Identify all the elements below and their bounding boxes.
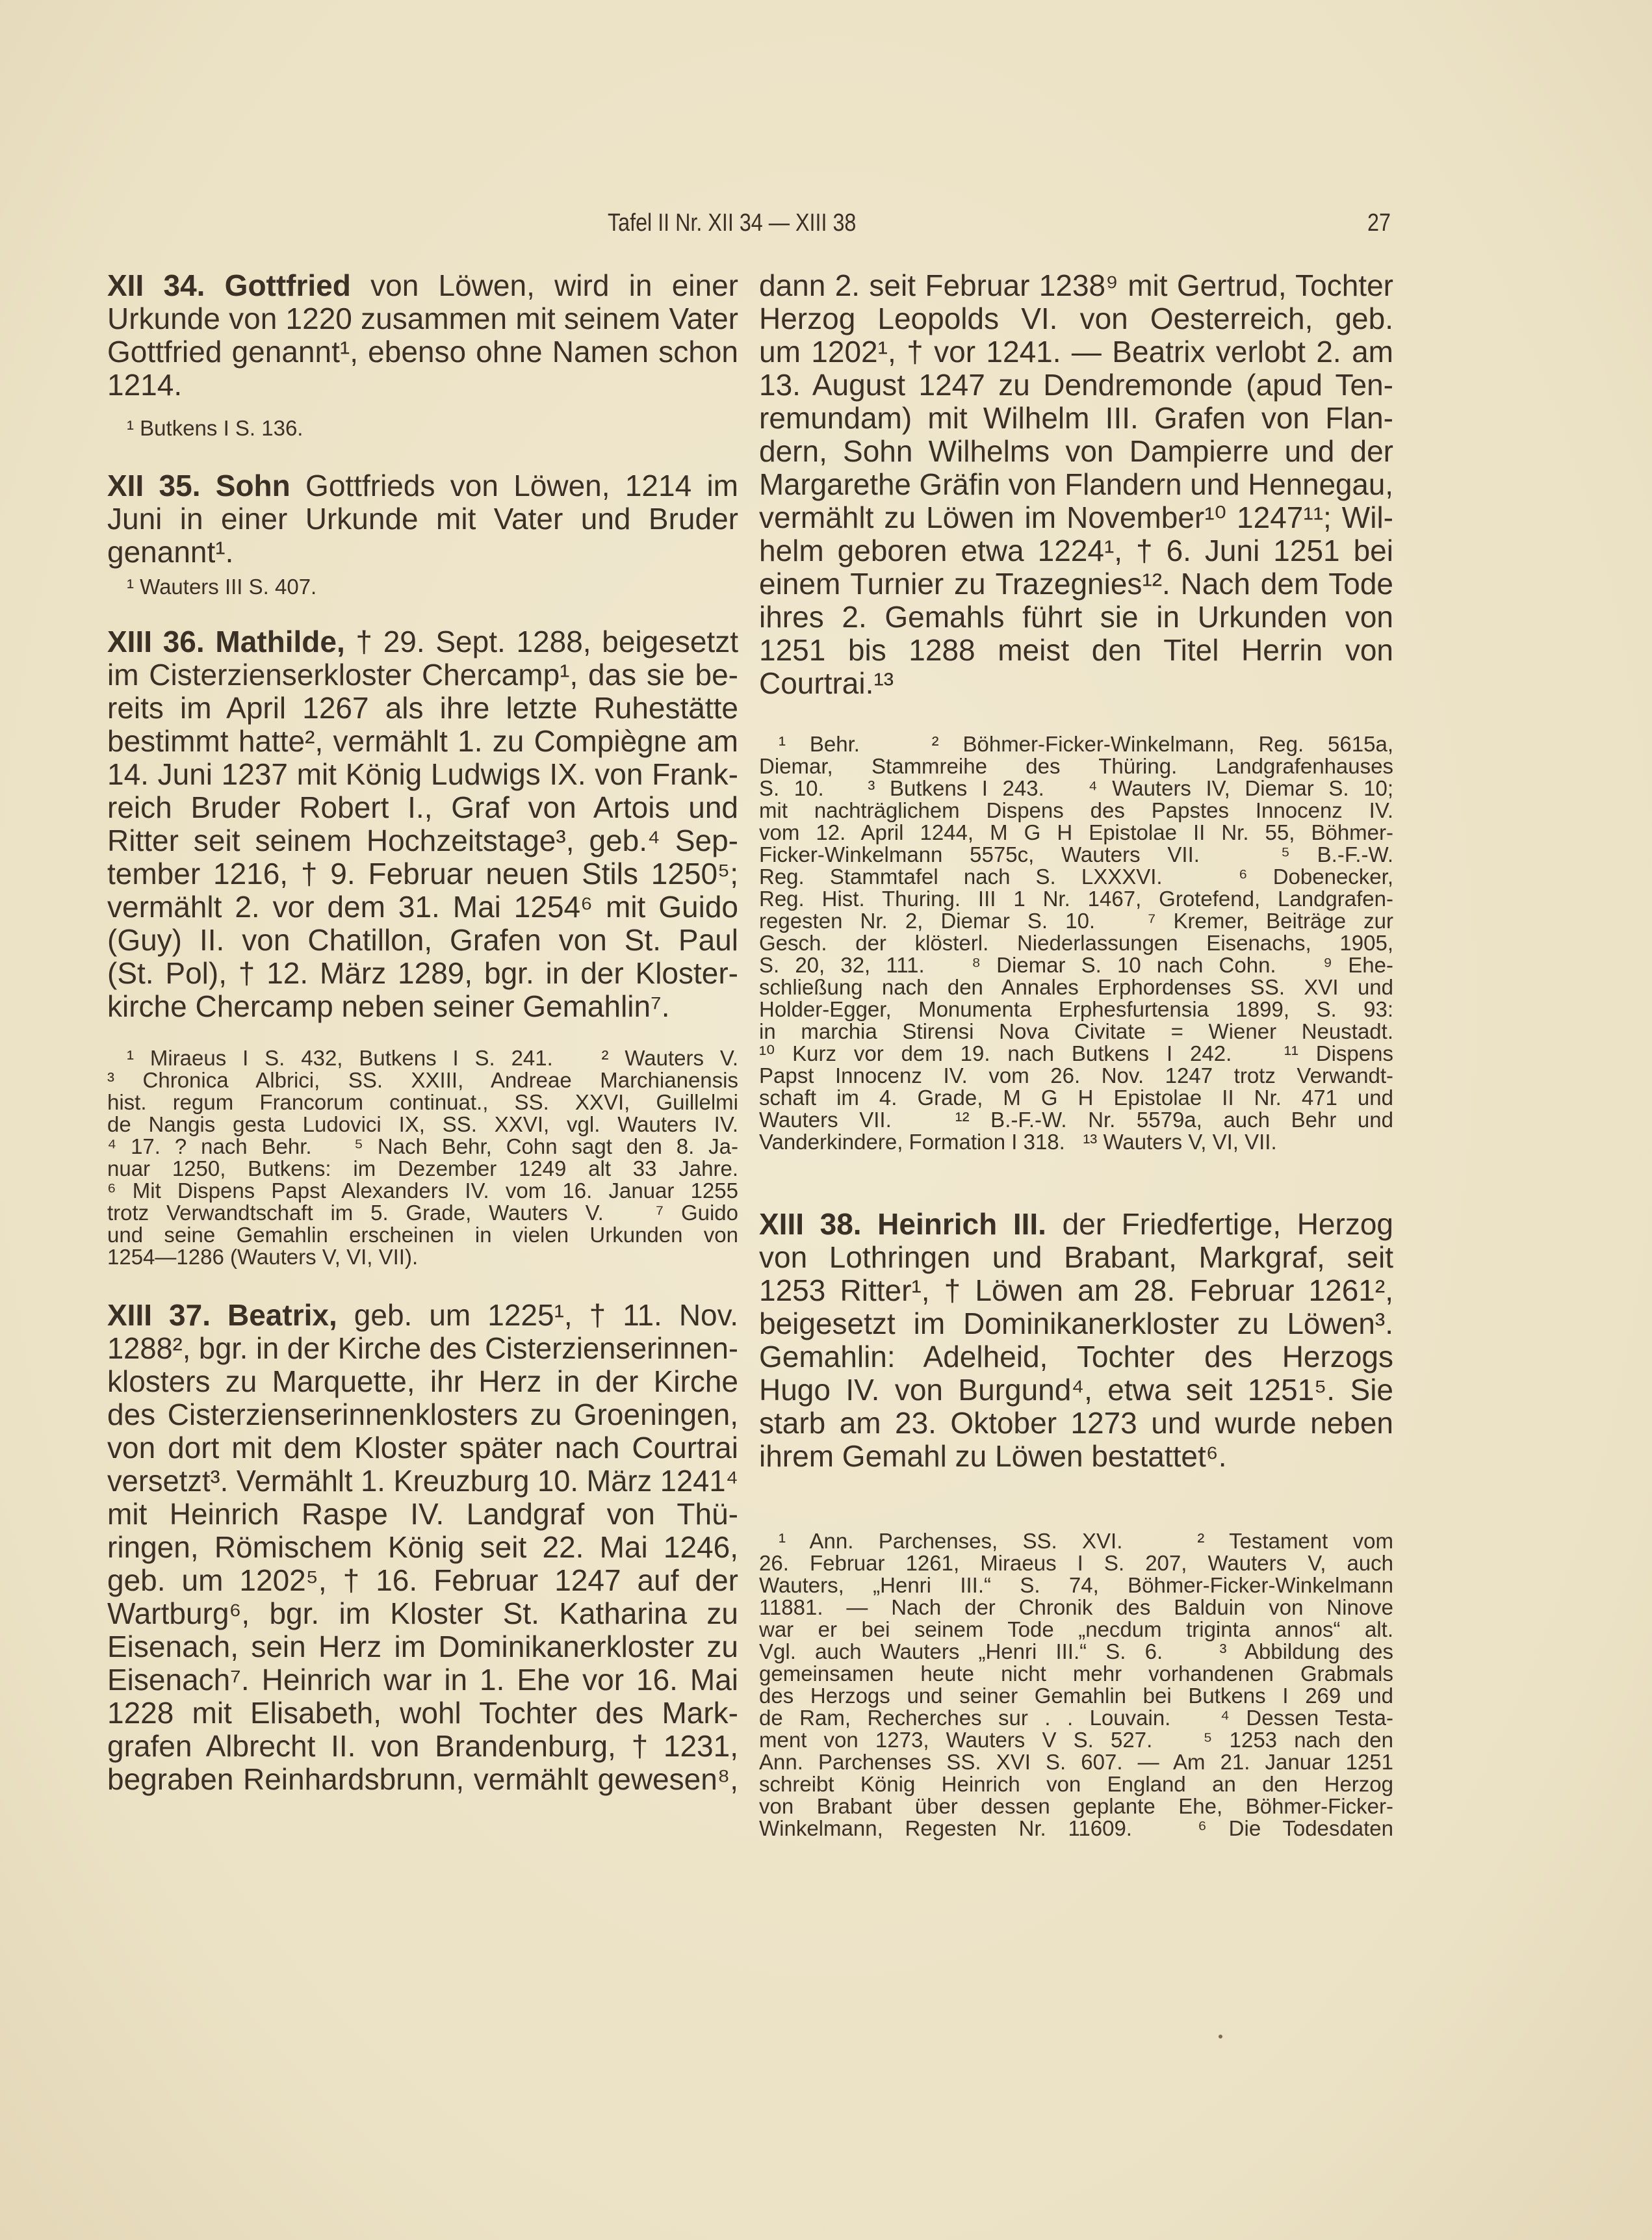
text-line-rest: geb. um 1225¹, † 11. Nov.: [337, 1298, 738, 1332]
text-line: Herzog Leopolds VI. von Oesterreich, geb.: [759, 302, 1393, 335]
text-line: von dort mit dem Kloster später nach Courtrai: [107, 1431, 738, 1465]
footnote-line: 11881. — Nach der Chronik des Balduin von Ninove: [759, 1595, 1393, 1619]
footnote-line: hist. regum Francorum continuat., SS. XXVI, Guillelmi: [107, 1090, 738, 1114]
footnote-line: Reg. Stammtafel nach S. LXXXVI. ⁶ Dobenecker,: [759, 865, 1393, 889]
footnote-line: S. 10. ³ Butkens I 243. ⁴ Wauters IV, Diemar S. 10;: [759, 776, 1393, 800]
text-line: genannt¹.: [107, 535, 234, 569]
text-line: reits im April 1267 als ihre letzte Ruhestätte: [107, 691, 738, 725]
footnote-line: in marchia Stirensi Nova Civitate = Wiener Neustadt.: [759, 1019, 1393, 1043]
footnote-line: Gesch. der klösterl. Niederlassungen Eisenachs, 1905,: [759, 931, 1393, 955]
footnote-line: de Ram, Recherches sur . . Louvain. ⁴ Dessen Testa-: [759, 1706, 1393, 1730]
text-line: Hugo IV. von Burgund⁴, etwa seit 1251⁵. Sie: [759, 1373, 1393, 1407]
text-line: 1228 mit Elisabeth, wohl Tochter des Mark-: [107, 1696, 738, 1730]
text-line: begraben Reinhardsbrunn, vermählt gewesen⁸,: [107, 1762, 738, 1796]
footnote-line: 26. Februar 1261, Miraeus I S. 207, Wauters V, auch: [759, 1551, 1393, 1575]
text-line: kirche Chercamp neben seiner Gemahlin⁷.: [107, 989, 670, 1023]
text-line: starb am 23. Oktober 1273 und wurde neben: [759, 1406, 1393, 1440]
footnote-line: war er bei seinem Tode „necdum triginta annos“ alt.: [759, 1617, 1393, 1641]
footnote-line: Vanderkindere, Formation I 318. ¹³ Wauters V, VI, VII.: [759, 1130, 1277, 1154]
footnote-line: schaft im 4. Grade, M G H Epistolae II Nr. 471 und: [759, 1086, 1393, 1110]
footnote-line: des Herzogs und seiner Gemahlin bei Butkens I 269 und: [759, 1684, 1393, 1708]
text-line: Courtrai.¹³: [759, 666, 894, 700]
footnote-line: regesten Nr. 2, Diemar S. 10. ⁷ Kremer, Beiträge zur: [759, 909, 1393, 933]
entry-heading: XIII 37. Beatrix,: [107, 1298, 337, 1332]
text-line: Eisenach, sein Herz im Dominikanerkloster zu: [107, 1630, 738, 1663]
text-line: 13. August 1247 zu Dendremonde (apud Ten-: [759, 368, 1393, 402]
footnote-line: ¹ Miraeus I S. 432, Butkens I S. 241. ² Wauters V.: [127, 1046, 738, 1070]
footnotes: [107, 1047, 738, 1268]
text-line: bestimmt hatte², vermählt 1. zu Compiègne am: [107, 724, 738, 758]
entry-heading: XII 34. Gottfried: [107, 268, 351, 302]
footnote-line: ¹ Ann. Parchenses, SS. XVI. ² Testament vom: [779, 1529, 1393, 1553]
text-line: grafen Albrecht II. von Brandenburg, † 1231,: [107, 1729, 738, 1763]
text-line: vermählt zu Löwen im November¹⁰ 1247¹¹; Wil-: [759, 501, 1393, 534]
footnote-line: ⁶ Mit Dispens Papst Alexanders IV. vom 16. Januar 1255: [107, 1179, 738, 1203]
footnote-line: gemeinsamen heute nicht mehr vorhandenen Grabmals: [759, 1661, 1393, 1686]
footnote-line: Vgl. auch Wauters „Henri III.“ S. 6. ³ Abbildung des: [759, 1639, 1393, 1663]
running-header: Tafel II Nr. XII 34 — XIII 38: [608, 209, 857, 237]
entry-paragraph: [759, 269, 1393, 700]
text-line: im Cisterzienserkloster Chercamp¹, das sie be-: [107, 658, 738, 692]
right-column: [759, 0, 1393, 2240]
text-line: helm geboren etwa 1224¹, † 6. Juni 1251 bei: [759, 534, 1393, 567]
footnotes: [107, 576, 738, 598]
text-line-rest: † 29. Sept. 1288, beigesetzt: [344, 625, 738, 658]
footnote-line: 1254—1286 (Wauters V, VI, VII).: [107, 1245, 419, 1269]
footnotes: [759, 733, 1393, 1153]
text-line: [759, 1208, 1393, 1241]
footnote-line: schließung nach den Annales Erphordenses SS. XVI und: [759, 975, 1393, 999]
entry-paragraph: [107, 625, 738, 1023]
footnote-line: Winkelmann, Regesten Nr. 11609. ⁶ Die Todesdaten: [759, 1816, 1393, 1840]
footnote-line: ¹ Behr. ² Böhmer-Ficker-Winkelmann, Reg. 5615a,: [779, 732, 1393, 756]
footnote-line: ⁴ 17. ? nach Behr. ⁵ Nach Behr, Cohn sagt den 8. Ja-: [107, 1134, 738, 1158]
footnote-line: Ann. Parchenses SS. XVI S. 607. — Am 21. Januar 1251: [759, 1750, 1393, 1774]
text-line: um 1202¹, † vor 1241. — Beatrix verlobt 2. am: [759, 335, 1393, 369]
footnote-line: ³ Chronica Albrici, SS. XXIII, Andreae Marchianensis: [107, 1068, 738, 1092]
footnote-line: schreibt König Heinrich von England an den Herzog: [759, 1772, 1393, 1796]
footnote-line: Wauters VII. ¹² B.-F.-W. Nr. 5579a, auch Behr und: [759, 1108, 1393, 1132]
entry-paragraph: [107, 469, 738, 569]
text-line: des Cisterzienserinnenklosters zu Groeningen,: [107, 1398, 738, 1431]
entry-heading: XIII 38. Heinrich III.: [759, 1207, 1046, 1241]
footnote-line: ¹ Wauters III S. 407.: [127, 575, 317, 599]
text-line: (St. Pol), † 12. März 1289, bgr. in der Kloster-: [107, 956, 738, 990]
footnote-line: S. 20, 32, 111. ⁸ Diemar S. 10 nach Cohn. ⁹ Ehe-: [759, 953, 1393, 977]
footnote-line: Wauters, „Henri III.“ S. 74, Böhmer-Ficker-Winkelmann: [759, 1573, 1393, 1597]
footnote-line: ¹ Butkens I S. 136.: [127, 416, 303, 440]
entry-paragraph: [759, 1208, 1393, 1473]
text-line: beigesetzt im Dominikanerkloster zu Löwen³.: [759, 1307, 1393, 1340]
text-line: (Guy) II. von Chatillon, Grafen von St. Paul: [107, 923, 738, 957]
footnote-line: Diemar, Stammreihe des Thüring. Landgrafenhauses: [759, 754, 1393, 778]
text-line: ringen, Römischem König seit 22. Mai 1246,: [107, 1530, 738, 1564]
entry-paragraph: [107, 269, 738, 402]
text-line-rest: der Friedfertige, Herzog: [1046, 1207, 1393, 1241]
speck: [1219, 2035, 1222, 2038]
text-line: ihrem Gemahl zu Löwen bestattet⁶.: [759, 1439, 1227, 1473]
text-line: [107, 1299, 738, 1332]
text-line: 1288², bgr. in der Kirche des Cisterzienserinnen-: [107, 1331, 738, 1365]
left-column: [107, 0, 738, 2240]
text-line-rest: Gottfrieds von Löwen, 1214 im: [290, 469, 738, 502]
entry-heading: XIII 36. Mathilde,: [107, 625, 345, 658]
text-line: mit Heinrich Raspe IV. Landgraf von Thü-: [107, 1497, 738, 1531]
text-line: 1253 Ritter¹, † Löwen am 28. Februar 1261²,: [759, 1273, 1393, 1307]
text-line: versetzt³. Vermählt 1. Kreuzburg 10. März 1241⁴: [107, 1464, 738, 1498]
footnote-line: ¹⁰ Kurz vor dem 19. nach Butkens I 242. ¹¹ Dispens: [759, 1041, 1393, 1065]
footnote-line: ment von 1273, Wauters V S. 527. ⁵ 1253 nach den: [759, 1728, 1393, 1752]
text-line: remundam) mit Wilhelm III. Grafen von Flan-: [759, 401, 1393, 435]
text-line: Eisenach⁷. Heinrich war in 1. Ehe vor 16. Mai: [107, 1663, 738, 1697]
text-line: 1251 bis 1288 meist den Titel Herrin von: [759, 633, 1393, 667]
footnote-line: Holder-Egger, Monumenta Erphesfurtensia 1899, S. 93:: [759, 997, 1393, 1021]
text-line: Ritter seit seinem Hochzeitstage³, geb.⁴ Sep-: [107, 824, 738, 857]
text-line: reich Bruder Robert I., Graf von Artois und: [107, 790, 738, 824]
text-line: Gottfried genannt¹, ebenso ohne Namen schon: [107, 335, 738, 369]
text-line: von Lothringen und Brabant, Markgraf, seit: [759, 1240, 1393, 1274]
text-line: geb. um 1202⁵, † 16. Februar 1247 auf der: [107, 1563, 738, 1597]
entry-paragraph: [107, 1299, 738, 1796]
footnote-line: nuar 1250, Butkens: im Dezember 1249 alt 33 Jahre.: [107, 1156, 738, 1180]
text-line: klosters zu Marquette, ihr Herz in der Kirche: [107, 1364, 738, 1398]
text-line: einem Turnier zu Trazegnies¹². Nach dem Tode: [759, 567, 1393, 601]
footnote-line: Papst Innocenz IV. vom 26. Nov. 1247 trotz Verwandt-: [759, 1063, 1393, 1087]
text-line: vermählt 2. vor dem 31. Mai 1254⁶ mit Guido: [107, 890, 738, 924]
text-line: [107, 469, 738, 502]
text-line: Margarethe Gräfin von Flandern und Hennegau,: [759, 467, 1393, 501]
text-line: 1214.: [107, 368, 183, 402]
footnotes: [107, 417, 738, 439]
text-line: ihres 2. Gemahls führt sie in Urkunden von: [759, 600, 1393, 634]
footnote-line: Ficker-Winkelmann 5575c, Wauters VII. ⁵ B.-F.-W.: [759, 842, 1393, 866]
page-number: 27: [1367, 209, 1391, 237]
footnote-line: und seine Gemahlin erscheinen in vielen Urkunden von: [107, 1223, 738, 1247]
footnotes: [759, 1530, 1393, 1840]
footnote-line: Reg. Hist. Thuring. III 1 Nr. 1467, Grotefend, Landgrafen-: [759, 887, 1393, 911]
text-line: [107, 269, 738, 302]
text-line: Wartburg⁶, bgr. im Kloster St. Katharina zu: [107, 1596, 738, 1630]
text-line: [107, 625, 738, 658]
footnote-line: trotz Verwandtschaft im 5. Grade, Wauters V. ⁷ Guido: [107, 1201, 738, 1225]
footnote-line: de Nangis gesta Ludovici IX, SS. XXVI, vgl. Wauters IV.: [107, 1112, 738, 1136]
text-line: Gemahlin: Adelheid, Tochter des Herzogs: [759, 1340, 1393, 1374]
text-line: dern, Sohn Wilhelms von Dampierre und der: [759, 434, 1393, 468]
footnote-line: von Brabant über dessen geplante Ehe, Böhmer-Ficker-: [759, 1794, 1393, 1818]
footnote-line: vom 12. April 1244, M G H Epistolae II Nr. 55, Böhmer-: [759, 820, 1393, 844]
entry-heading: XII 35. Sohn: [107, 469, 290, 502]
text-line: Juni in einer Urkunde mit Vater und Bruder: [107, 502, 738, 536]
text-line: Urkunde von 1220 zusammen mit seinem Vater: [107, 302, 738, 335]
text-line: 14. Juni 1237 mit König Ludwigs IX. von Frank-: [107, 757, 738, 791]
text-line-rest: von Löwen, wird in einer: [350, 268, 738, 302]
footnote-line: mit nachträglichem Dispens des Papstes Innocenz IV.: [759, 798, 1393, 822]
text-line: tember 1216, † 9. Februar neuen Stils 1250⁵;: [107, 857, 738, 891]
text-line: dann 2. seit Februar 1238⁹ mit Gertrud, Tochter: [759, 268, 1393, 302]
